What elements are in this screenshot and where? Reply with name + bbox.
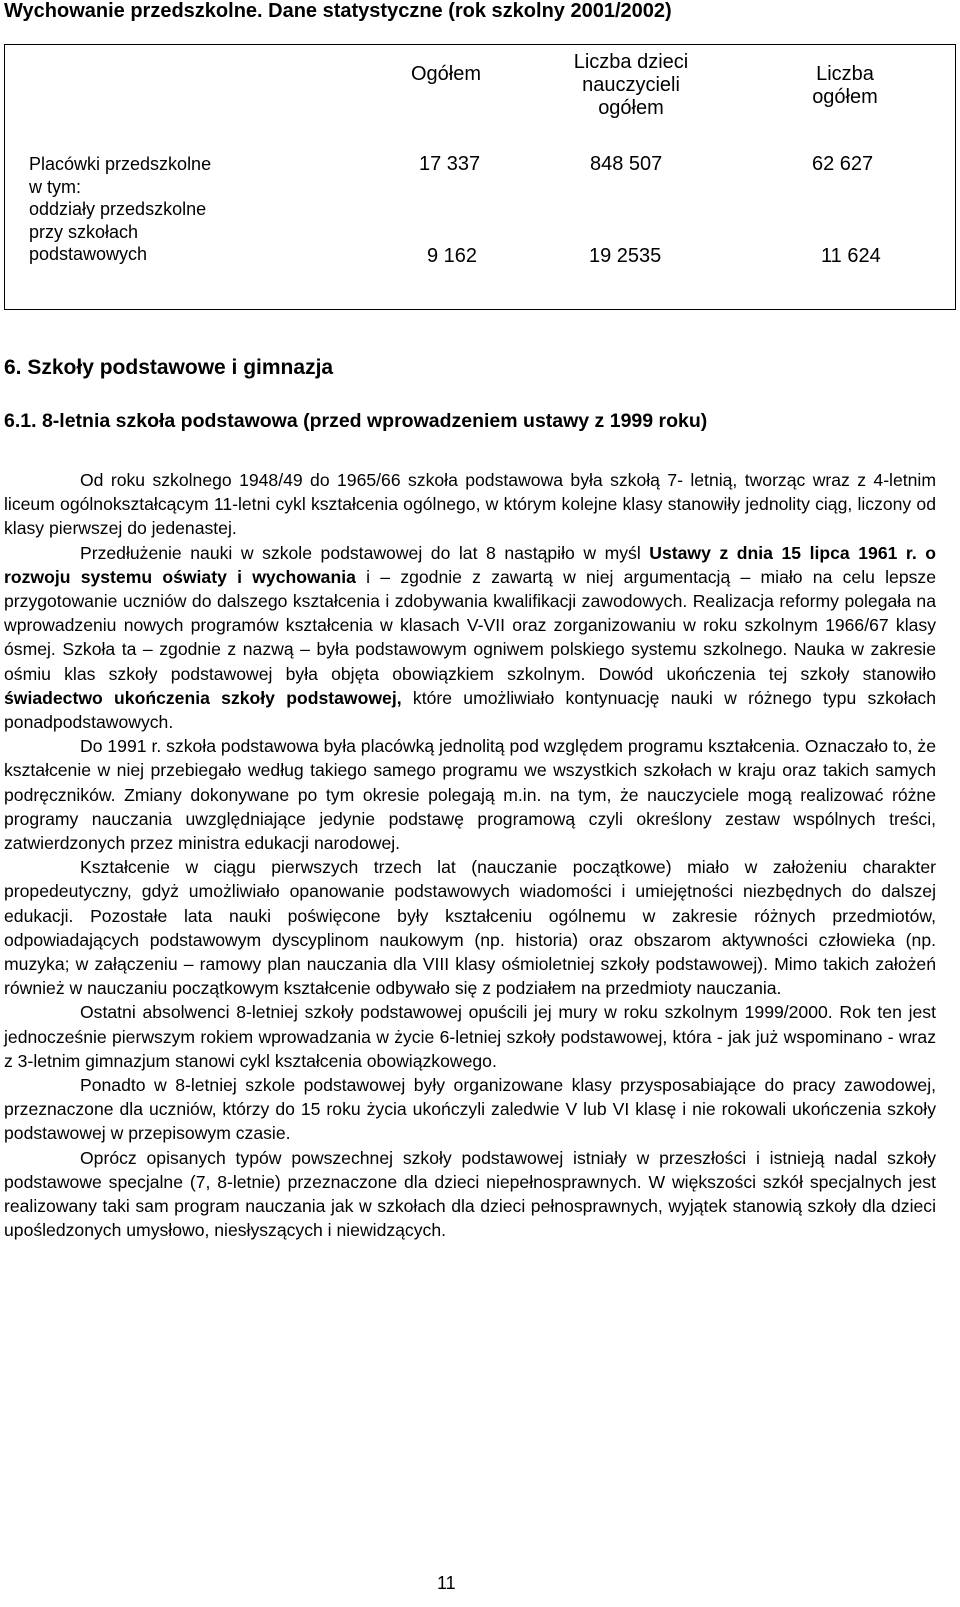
page-number: 11 [437,1573,456,1593]
body-text [4,468,936,1243]
paragraph-text: które umożliwiało kontynuację nauki w różnego typu szkołach ponadpodstawowych. [4,687,936,733]
paragraph: Od roku szkolnego 1948/49 do 1965/66 szkoła podstawowa była szkołą 7- letnią, tworząc wraz z 4-letnim liceum ogólnokształcącym 11-letni cykl kształcenia ogólnego, w którym kolejne klasy stanowiły jednolity ciąg, liczony od klasy pierwszej do jedenastej. [4,470,936,539]
header-liczba-ogolem [785,63,905,109]
paragraph: Ponadto w 8-letniej szkole podstawowej były organizowane klasy przysposabiające do pracy zawodowej, przeznaczone dla uczniów, którzy do 15 roku życia ukończyli zaledwie V lub VI klasę i nie rokowali ukończenia szkoły podstawowej w przepisowym czasie. [4,1075,936,1144]
paragraph [4,541,936,735]
header-liczba-dzieci-line: Liczba dzieci [573,51,689,73]
paragraph: Kształcenie w ciągu pierwszych trzech lat (nauczanie początkowe) miało w założeniu charakter propedeutyczny, gdyż umożliwiało opanowanie podstawowych wiadomości i umiejętności niezbędnych do dalszej edukacji. Pozostałe lata nauki poświęcone były kształceniu ogólnemu w zakresie różnych przedmiotów, odpowiadających podstawowym dyscyplinom naukowym (np. historia) oraz obszarom aktywności człowieka (np. muzyka; w załączeniu – ramowy plan nauczania dla VIII klasy ośmioletniej szkoły podstawowej). Mimo takich założeń również w nauczaniu początkowym kształcenie odbywało się z podziałem na przedmioty nauczania. [4,857,936,999]
paragraph-text: i – zgodnie z zawartą w niej argumentacją – miało na celu lepsze przygotowanie uczniów do dalszego kształcenia i zdobywania kwalifikacji zawodowych. Realizacja reformy polegała na wprowadzeniu nowych programów kształcenia w klasach V-VII oraz zorganizowaniu w roku szkolnym 1966/67 klasy ósmej. Szkoła ta – zgodnie z nazwą – była podstawowym ogniwem polskiego systemu szkolnego. Nauka w zakresie ośmiu klas szkoły podstawowej była objęta obowiązkiem szkolnym. Dowód ukończenia tej szkoły stanowiło [4,566,936,684]
row-label-line: Placówki przedszkolne [29,154,212,174]
row-label-line: przy szkołach [29,221,139,242]
paragraph-text: Przedłużenie nauki w szkole podstawowej do lat 8 nastąpiło w myśl [80,542,650,563]
row-label-line: oddziały przedszkolne [29,199,207,219]
section-title: 6. Szkoły podstawowe i gimnazja [4,356,334,379]
row-label-line: podstawowych [29,244,148,264]
table-cell: 11 624 [821,245,881,267]
paragraph: Do 1991 r. szkoła podstawowa była placówką jednolitą pod względem programu kształcenia. Oznaczało to, że kształcenie w niej przebiegało według takiego samego programu we wszystkich szkołach w kraju oraz takich samych podręczników. Zmiany dokonywane po tym okresie polegają m.in. na tym, że nauczyciele mogą realizować różne programy nauczania uwzględniające jedynie podstawę programową czyli określony zestaw wspólnych treści, zatwierdzonych przez ministra edukacji narodowej. [4,736,936,854]
paragraph: Ostatni absolwenci 8-letniej szkoły podstawowej opuścili jej mury w roku szkolnym 1999/2000. Rok ten jest jednocześnie pierwszym rokiem wprowadzania w życie 6-letniej szkoły podstawowej, która - jak już wspominano - wraz z 3-letnim gimnazjum stanowi cykl kształcenia obowiązkowego. [4,1002,936,1071]
header-liczba-dzieci [533,51,729,120]
row-label-placowki [29,153,211,266]
header-liczba-ogolem-line: Liczba [816,63,874,85]
table-cell: 62 627 [812,153,874,175]
header-liczba-dzieci-line: nauczycieli [582,74,680,96]
table-cell: 848 507 [590,153,663,175]
header-liczba-ogolem-line: ogółem [812,86,878,108]
table-cell: 9 162 [427,245,478,267]
header-liczba-dzieci-line: ogółem [598,97,664,119]
header-ogolem: Ogółem [411,63,482,85]
table-cell: 17 337 [419,153,481,175]
paragraph-bold-text: świadectwo ukończenia szkoły podstawowej, [4,687,402,708]
statistics-table [4,44,956,310]
subsection-title: 6.1. 8-letnia szkoła podstawowa (przed wprowadzeniem ustawy z 1999 roku) [4,410,708,432]
paragraph-bold-text: Ustawy z dnia 15 lipca 1961 r. o rozwoju systemu oświaty i wychowania [4,542,936,587]
document-title: Wychowanie przedszkolne. Dane statystyczne (rok szkolny 2001/2002) [4,0,672,22]
paragraph: Oprócz opisanych typów powszechnej szkoły podstawowej istniały w przeszłości i istnieją nadal szkoły podstawowe specjalne (7, 8-letnie) przeznaczone dla dzieci niepełnosprawnych. W większości szkół specjalnych jest realizowany taki sam program nauczania jak w szkołach dla dzieci pełnosprawnych, wyjątek stanowią szkoły dla dzieci upośledzonych umysłowo, niesłyszących i niewidzących. [4,1147,936,1241]
table-cell: 19 2535 [589,245,662,267]
row-label-line: w tym: [29,176,81,197]
